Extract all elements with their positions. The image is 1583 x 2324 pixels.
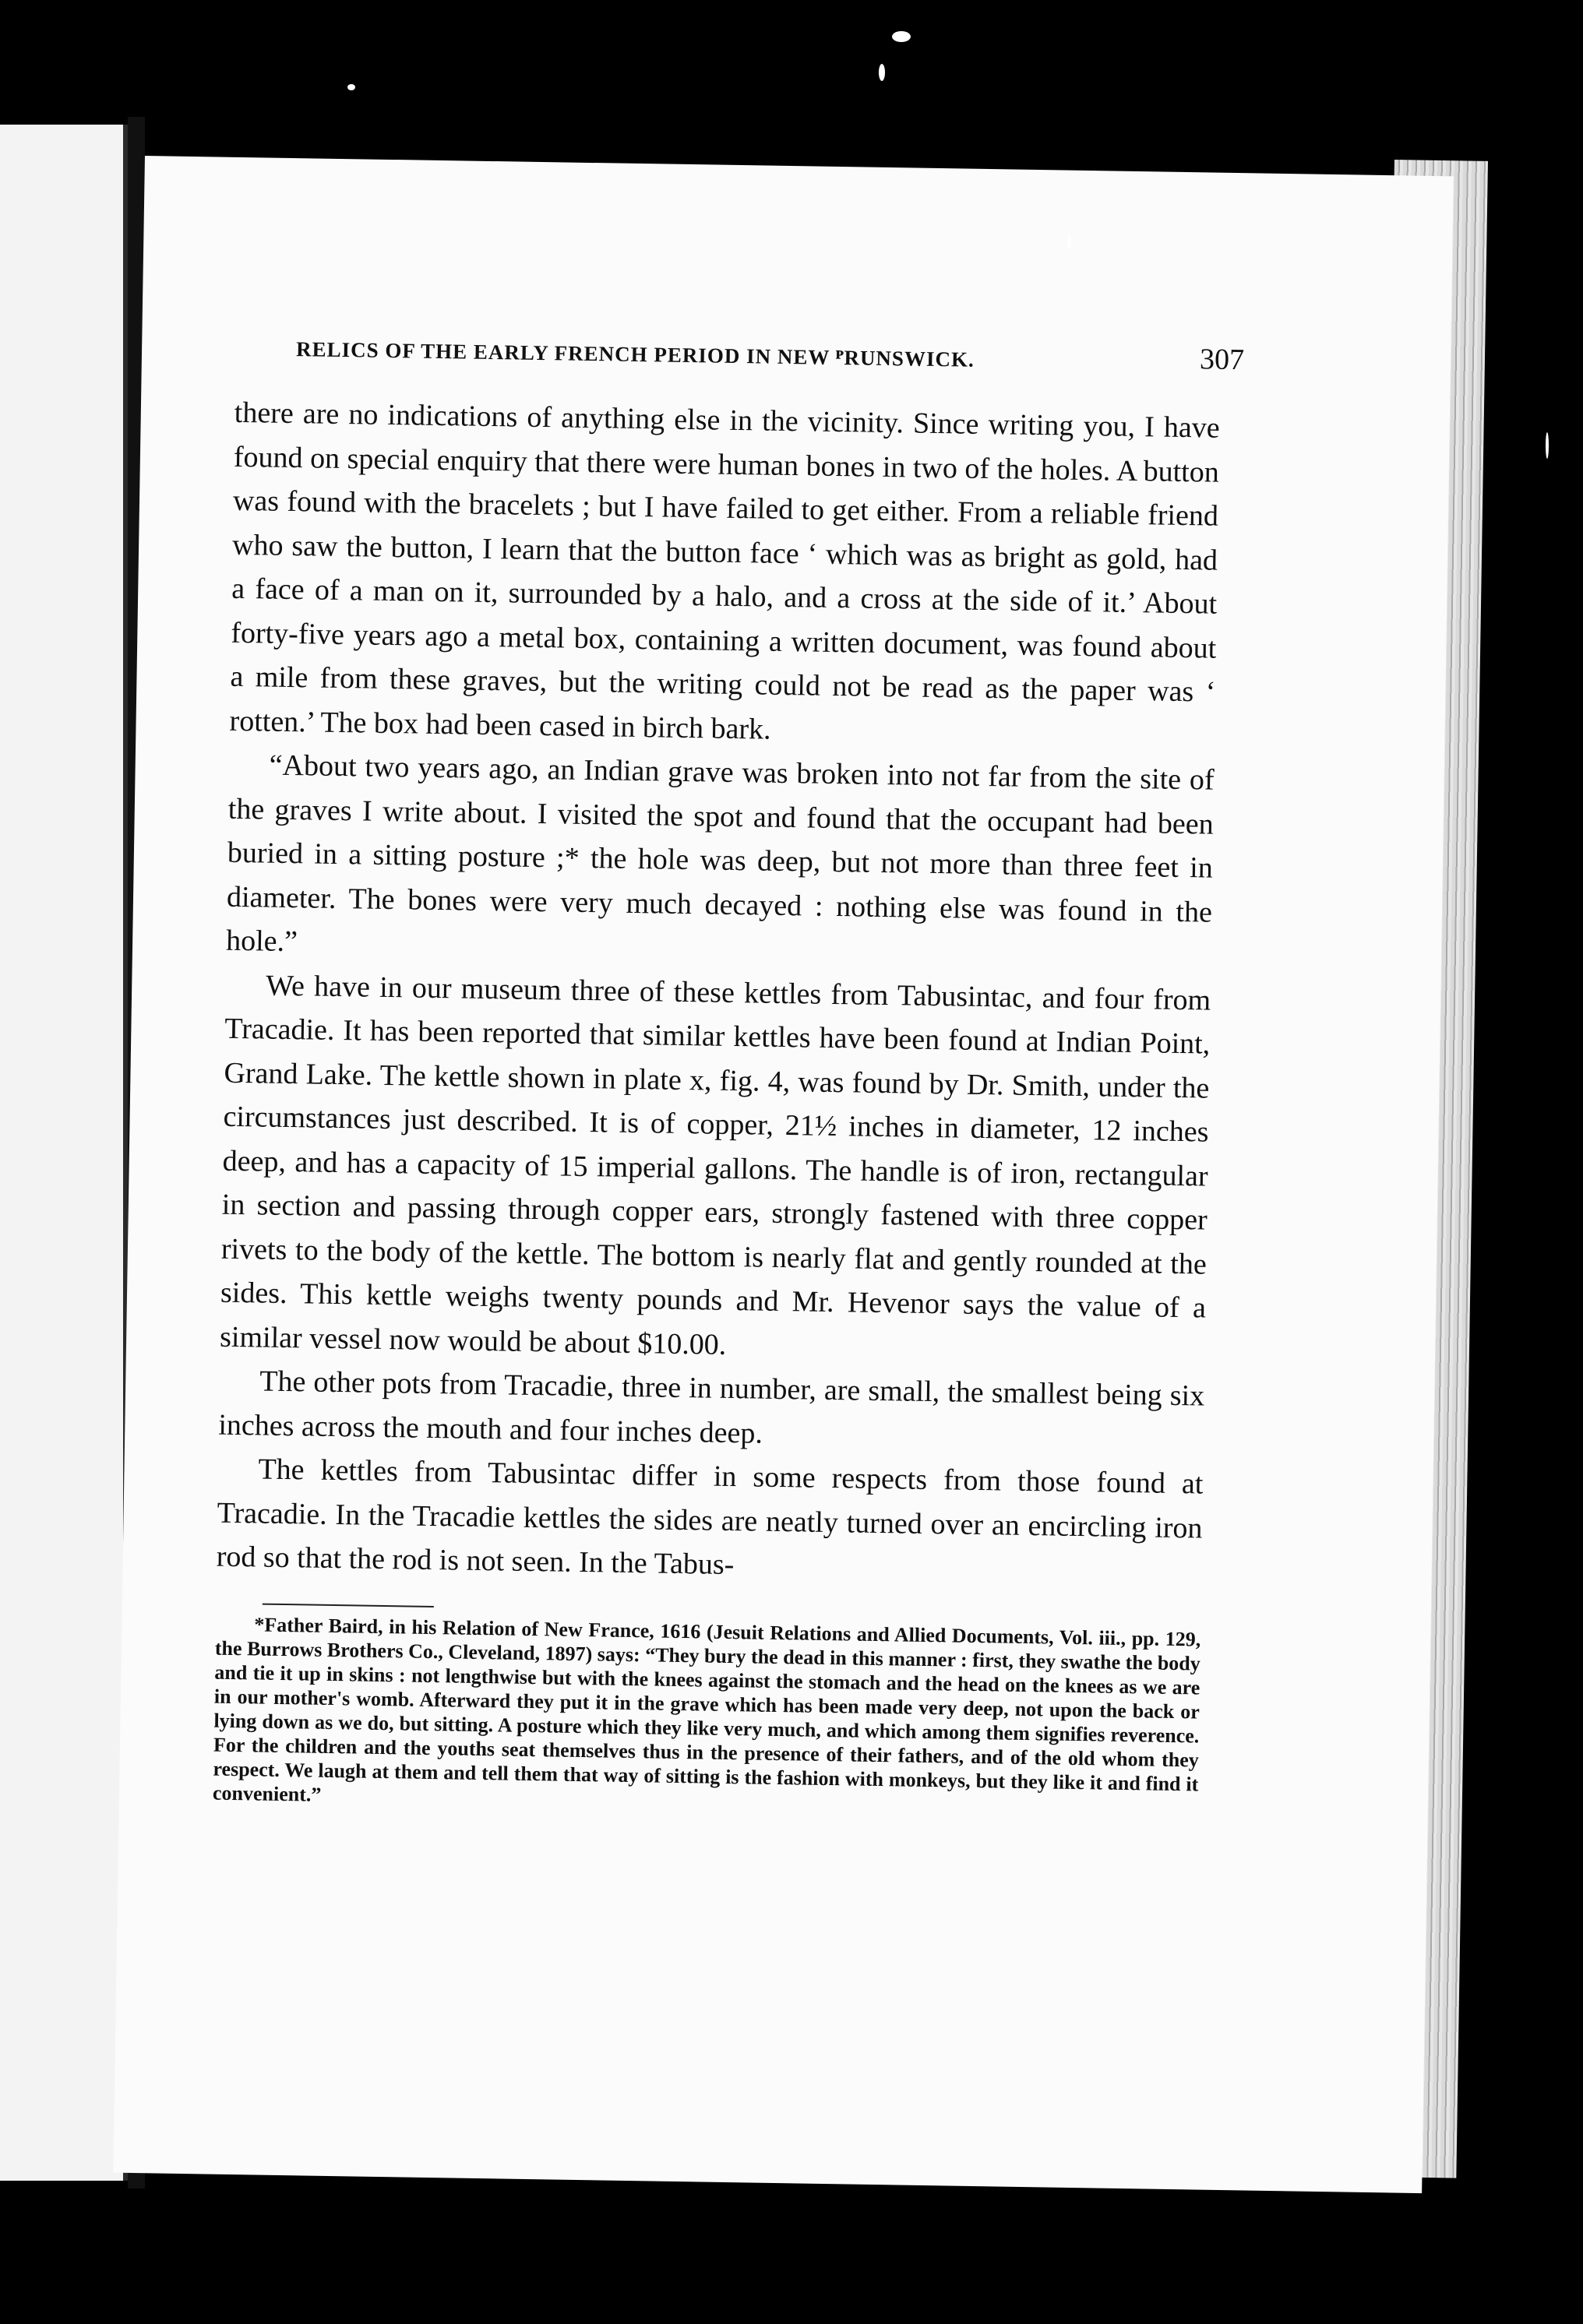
paragraph: “About two years ago, an Indian grave was broken into not far from the site of the graves I write about. I visited the spot and found that the occupant had been buried in a sitting posture ;* the hole was deep, but not more than three feet in diameter. The bones were very much decayed : nothing else was found in the hole.”: [225, 748, 1215, 959]
scan-speck: [1546, 432, 1549, 459]
running-head: RELICS OF THE EARLY FRENCH PERIOD IN NEW ᴾRUNSWICK.: [295, 337, 975, 371]
scan-speck: [1068, 234, 1070, 251]
scan-speck: [879, 64, 885, 81]
footnote-rule: [263, 1603, 434, 1607]
footnote-text: *Father Baird, in his Relation of New France, 1616 (Jesuit Relations and Allied Documents, Vol. iii., pp. 129, the Burrows Brothers Co., Cleveland, 1897) says: “They bury the dead in this manner : first, they swathe the body and tie it up in skins : not lengthwise but with the knees against the stomach and the head on the knees as we are in our mother's womb. Afterward they put it in the grave which has been made very deep, not upon the back or lying down as we do, but sitting. A posture which they like very much, and which among them signifies reverence. For the children and the youths seat themselves thus in the presence of their fathers, and of the old whom they respect. We laugh at them and tell them that way of sitting is the fashion with monkeys, but they like it and find it convenient.”: [212, 1612, 1201, 1806]
scan-speck: [347, 84, 355, 90]
scan-speck: [892, 31, 911, 42]
paragraph: The kettles from Tabusintac differ in some respects from those found at Tracadie. In the Tracadie kettles the sides are neatly turned over an encircling iron rod so that the rod is not seen. In the Tabus-: [216, 1452, 1204, 1582]
book-page: [113, 156, 1453, 2193]
facing-page-edge: [0, 125, 128, 2181]
body-text: [216, 391, 1220, 1594]
page-content: [212, 321, 1245, 1820]
paragraph: The other pots from Tracadie, three in number, are small, the smallest being six inches across the mouth and four inches deep.: [218, 1364, 1205, 1450]
paragraph: We have in our museum three of these kettles from Tabusintac, and four from Tracadie. It has been reported that similar kettles have been found at Indian Point, Grand Lake. The kettle shown in plate x, fig. 4, was found by Dr. Smith, under the circumstances just described. It is of copper, 21½ inches in diameter, 12 inches deep, and has a capacity of 15 imperial gallons. The handle is of iron, rectangular in section and passing through copper ears, strongly fastened with three copper rivets to the body of the kettle. The bottom is nearly flat and gently rounded at the sides. This kettle weighs twenty pounds and Mr. Hevenor says the value of a similar vessel now would be about $10.00.: [219, 969, 1211, 1361]
page-number: 307: [1199, 343, 1245, 377]
paragraph: there are no indications of anything else in the vicinity. Since writing you, I have found on special enquiry that there were human bones in two of the holes. A button was found with the bracelets ; but I have failed to get either. From a reliable friend who saw the button, I learn that the button face ‘ which was as bright as gold, had a face of a man on it, surrounded by a halo, and a cross at the side of it.’ About forty-five years ago a metal box, containing a written document, was found about a mile from these graves, but the writing could not be read as the paper was ‘ rotten.’ The box had been cased in birch bark.: [229, 396, 1221, 746]
footnote: [213, 1611, 1201, 1820]
